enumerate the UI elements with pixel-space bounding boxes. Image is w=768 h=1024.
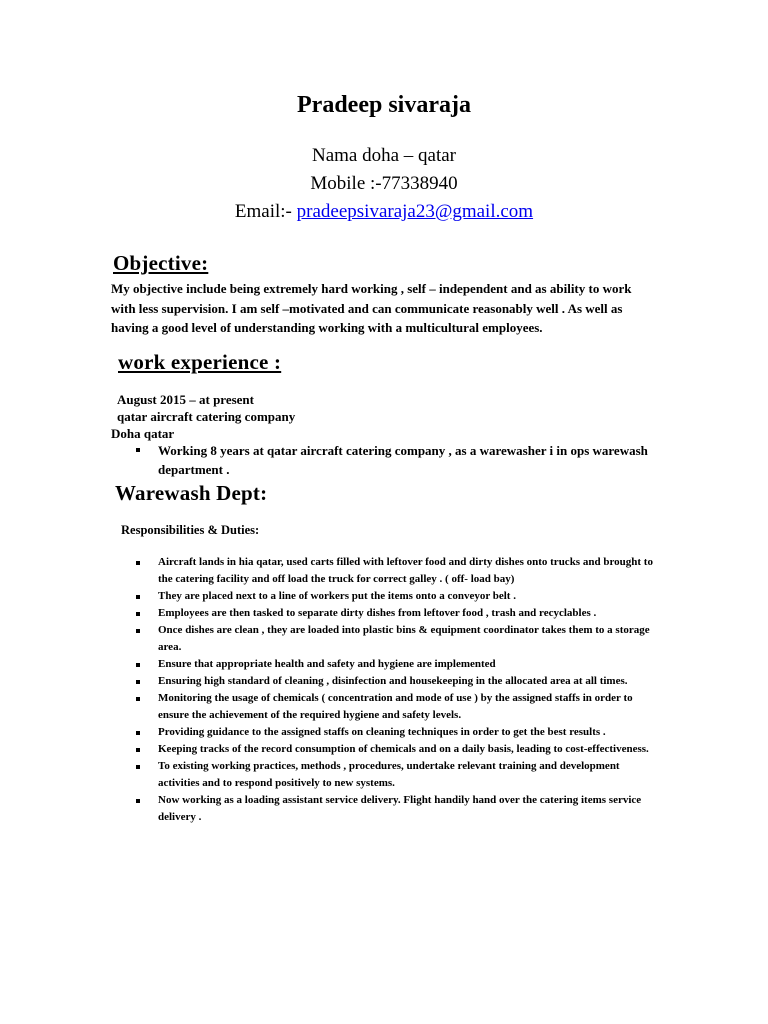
list-item [158, 673, 658, 690]
address-line: Nama doha – qatar [311, 145, 457, 166]
work-experience-heading: work experience : [118, 350, 282, 374]
mobile-line: Mobile :-77338940 [310, 173, 458, 194]
list-item-text: Providing guidance to the assigned staffs on cleaning techniques in order to get the best results . [158, 726, 606, 738]
list-item-text: Aircraft lands in hia qatar, used carts filled with leftover food and dirty dishes onto trucks and brought to the catering facility and off load the truck for correct galley . ( off- load bay) [158, 556, 653, 585]
objective-text: My objective include being extremely hard working , self – independent and as ability to work with less supervision. I am self –motivated and can communicate reasonably well . As well as having a good level of understanding working with a multicultural employees. [111, 281, 632, 335]
bullet-icon [136, 663, 140, 667]
list-item-text: Keeping tracks of the record consumption of chemicals and on a daily basis, leading to cost-effectiveness. [158, 743, 649, 755]
contact-block [0, 142, 768, 226]
list-item [158, 724, 658, 741]
experience-company: qatar aircraft catering company [117, 409, 296, 424]
candidate-name: Pradeep sivaraja [297, 92, 471, 118]
bullet-icon [136, 595, 140, 599]
list-item [158, 690, 658, 724]
bullet-icon [136, 561, 140, 565]
list-item-text: To existing working practices, methods , procedures, undertake relevant training and development activities and to respond positively to new systems. [158, 760, 620, 789]
bullet-icon [136, 748, 140, 752]
bullet-icon [136, 629, 140, 633]
email-line [0, 198, 768, 226]
list-item [158, 588, 658, 605]
bullet-icon [136, 612, 140, 616]
list-item [158, 656, 658, 673]
list-item [158, 792, 658, 826]
list-item-text: Ensure that appropriate health and safety and hygiene are implemented [158, 658, 496, 670]
list-item [158, 605, 658, 622]
responsibilities-heading: Responsibilities & Duties: [121, 523, 260, 537]
bullet-icon [136, 680, 140, 684]
experience-bullet-list [158, 441, 658, 479]
list-item [158, 741, 658, 758]
email-link[interactable]: pradeepsivaraja23@gmail.com [296, 201, 534, 222]
list-item [158, 554, 658, 588]
list-item-text: Monitoring the usage of chemicals ( concentration and mode of use ) by the assigned staffs in order to ensure the achievement of the required hygiene and safety levels. [158, 692, 633, 721]
bullet-icon [136, 697, 140, 701]
experience-date: August 2015 – at present [117, 392, 254, 407]
experience-city: Doha qatar [111, 426, 175, 441]
objective-heading: Objective: [113, 251, 209, 275]
list-item-text: Once dishes are clean , they are loaded into plastic bins & equipment coordinator takes them to a storage area. [158, 624, 650, 653]
bullet-icon [136, 448, 140, 452]
list-item-text: They are placed next to a line of workers put the items onto a conveyor belt . [158, 590, 516, 602]
duties-list [158, 554, 658, 826]
list-item [158, 441, 658, 479]
list-item [158, 758, 658, 792]
bullet-icon [136, 799, 140, 803]
bullet-icon [136, 765, 140, 769]
bullet-icon [136, 731, 140, 735]
warewash-heading: Warewash Dept: [115, 481, 268, 505]
list-item-text: Now working as a loading assistant service delivery. Flight handily hand over the catering items service delivery . [158, 794, 642, 823]
list-item-text: Employees are then tasked to separate dirty dishes from leftover food , trash and recyclables . [158, 607, 597, 619]
list-item-text: Working 8 years at qatar aircraft catering company , as a warewasher i in ops warewash department . [158, 443, 648, 477]
list-item-text: Ensuring high standard of cleaning , disinfection and housekeeping in the allocated area at all times. [158, 675, 628, 687]
email-label: Email:- [234, 201, 297, 222]
list-item [158, 622, 658, 656]
